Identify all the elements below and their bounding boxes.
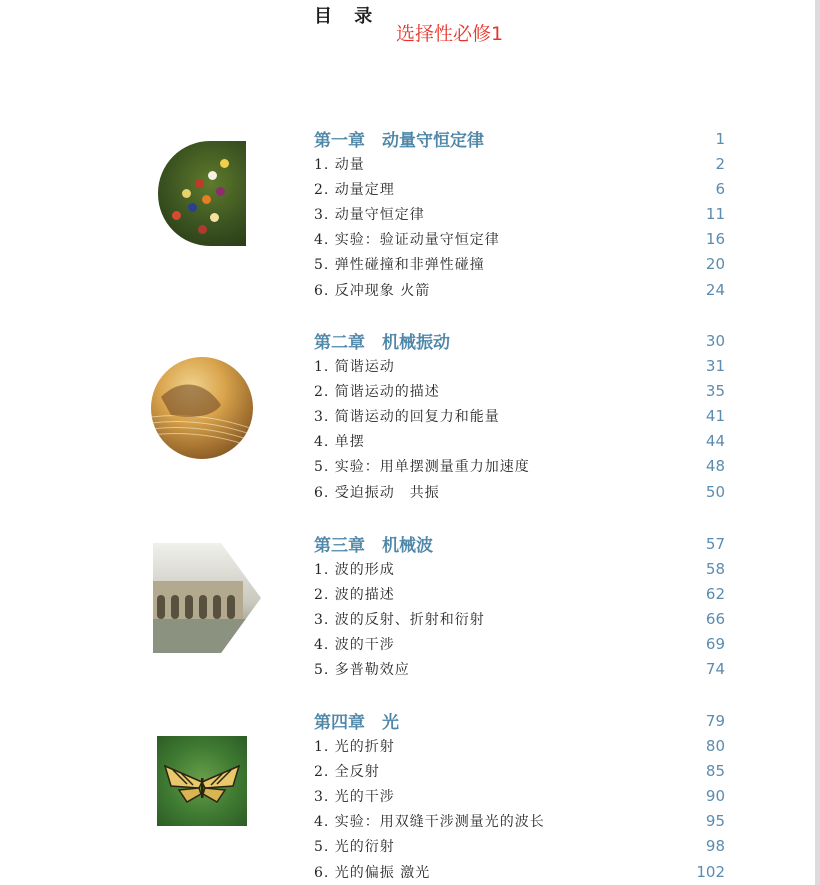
toc-entry[interactable] — [314, 783, 725, 808]
chapter-heading[interactable] — [314, 531, 725, 556]
section-list — [314, 733, 725, 884]
page-number: 74 — [705, 660, 725, 679]
toc-entry[interactable] — [314, 556, 725, 581]
butterfly-image — [157, 736, 247, 826]
page-number: 95 — [705, 812, 725, 831]
chapter-3 — [314, 531, 725, 682]
chapter-title: 第三章 机械波 — [314, 536, 433, 556]
page-number: 80 — [705, 736, 725, 755]
section-title: 3. 光的干涉 — [314, 788, 395, 805]
ball-icon — [220, 159, 229, 168]
toc-entry[interactable] — [314, 758, 725, 783]
chapter-1 — [314, 126, 725, 302]
page-title: 目 录 — [314, 6, 381, 27]
page-number: 30 — [705, 331, 725, 350]
section-title: 4. 波的干涉 — [314, 637, 395, 654]
toc-entry[interactable] — [314, 454, 725, 479]
toc-entry[interactable] — [314, 151, 725, 176]
toc-entry[interactable] — [314, 201, 725, 226]
page-number: 31 — [705, 356, 725, 375]
page-number: 98 — [705, 837, 725, 856]
section-title: 3. 简谐运动的回复力和能量 — [314, 408, 500, 425]
page-number: 16 — [705, 230, 725, 249]
page-number: 57 — [705, 534, 725, 553]
chapter-title: 第二章 机械振动 — [314, 333, 450, 353]
ball-icon — [208, 171, 217, 180]
ball-icon — [210, 213, 219, 222]
section-list — [314, 151, 725, 302]
page-number: 44 — [705, 432, 725, 451]
ball-icon — [188, 203, 197, 212]
page-number: 66 — [705, 609, 725, 628]
toc-entry[interactable] — [314, 834, 725, 859]
toc-entry[interactable] — [314, 403, 725, 428]
toc-entry[interactable] — [314, 859, 725, 884]
page-number: 41 — [705, 406, 725, 425]
page-number: 6 — [715, 179, 725, 198]
section-title: 3. 波的反射、折射和衍射 — [314, 611, 485, 628]
ball-icon — [198, 225, 207, 234]
billiard-balls-image — [158, 141, 246, 246]
ball-icon — [195, 179, 204, 188]
page-number: 90 — [705, 786, 725, 805]
page-number: 58 — [705, 559, 725, 578]
toc-entry[interactable] — [314, 252, 725, 277]
toc-entry[interactable] — [314, 176, 725, 201]
string-vibration-image — [151, 357, 253, 459]
section-title: 5. 多普勒效应 — [314, 662, 410, 679]
toc-entry[interactable] — [314, 606, 725, 631]
page-number: 2 — [715, 154, 725, 173]
section-title: 6. 反冲现象 火箭 — [314, 282, 431, 299]
section-title: 5. 弹性碰撞和非弹性碰撞 — [314, 257, 485, 274]
toc-entry[interactable] — [314, 581, 725, 606]
page-number: 102 — [696, 862, 725, 881]
section-title: 4. 单摆 — [314, 434, 365, 451]
section-title: 6. 受迫振动 共振 — [314, 484, 440, 501]
toc-entry[interactable] — [314, 479, 725, 504]
section-title: 4. 实验：用双缝干涉测量光的波长 — [314, 814, 545, 831]
section-title: 2. 简谐运动的描述 — [314, 383, 440, 400]
section-list — [314, 353, 725, 504]
toc-entry[interactable] — [314, 809, 725, 834]
page-number: 35 — [705, 381, 725, 400]
page-number: 24 — [705, 280, 725, 299]
chapter-title: 第四章 光 — [314, 713, 399, 733]
ball-icon — [172, 211, 181, 220]
section-title: 1. 动量 — [314, 156, 365, 173]
chapter-heading[interactable] — [314, 328, 725, 353]
chapter-heading[interactable] — [314, 126, 725, 151]
page-number: 1 — [715, 129, 725, 148]
section-title: 1. 波的形成 — [314, 561, 395, 578]
page-number: 79 — [705, 711, 725, 730]
page-number: 69 — [705, 635, 725, 654]
page-number: 62 — [705, 584, 725, 603]
toc-entry[interactable] — [314, 632, 725, 657]
page-number: 20 — [705, 255, 725, 274]
section-title: 1. 光的折射 — [314, 738, 395, 755]
section-title: 3. 动量守恒定律 — [314, 206, 425, 223]
scrollbar[interactable] — [815, 0, 820, 885]
toc-entry[interactable] — [314, 733, 725, 758]
section-title: 2. 动量定理 — [314, 181, 395, 198]
volume-label: 选择性必修1 — [396, 23, 504, 45]
toc-entry[interactable] — [314, 378, 725, 403]
chapter-title: 第一章 动量守恒定律 — [314, 131, 484, 151]
toc-entry[interactable] — [314, 277, 725, 302]
ball-icon — [216, 187, 225, 196]
stone-bridge-image — [153, 543, 261, 653]
toc-entry[interactable] — [314, 657, 725, 682]
ball-icon — [182, 189, 191, 198]
section-list — [314, 556, 725, 682]
chapter-4 — [314, 708, 725, 884]
ball-icon — [202, 195, 211, 204]
section-title: 6. 光的偏振 激光 — [314, 864, 431, 881]
page-number: 85 — [705, 761, 725, 780]
section-title: 1. 简谐运动 — [314, 358, 395, 375]
chapter-heading[interactable] — [314, 708, 725, 733]
butterfly-icon — [165, 766, 239, 802]
page-number: 11 — [705, 204, 725, 223]
section-title: 5. 光的衍射 — [314, 839, 395, 856]
page-number: 50 — [705, 482, 725, 501]
toc-entry[interactable] — [314, 227, 725, 252]
toc-entry[interactable] — [314, 429, 725, 454]
section-title: 4. 实验：验证动量守恒定律 — [314, 232, 500, 249]
chapter-2 — [314, 328, 725, 504]
section-title: 5. 实验：用单摆测量重力加速度 — [314, 459, 530, 476]
toc-entry[interactable] — [314, 353, 725, 378]
section-title: 2. 波的描述 — [314, 586, 395, 603]
section-title: 2. 全反射 — [314, 763, 380, 780]
page-number: 48 — [705, 457, 725, 476]
